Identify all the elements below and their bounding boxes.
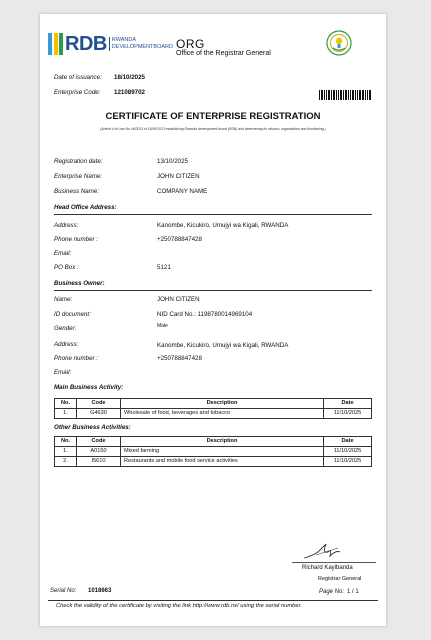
table-row: [55, 457, 372, 467]
footer-divider: [48, 600, 378, 601]
other-activities-section-title: Other Business Activities:: [54, 424, 131, 431]
registration-date-value: 13/10/2025: [157, 158, 188, 165]
validity-note: Check the validity of the certificate by visiting the link http://www.rdb.rw/ using the serial number.: [56, 603, 302, 609]
barcode-bar: [369, 90, 371, 100]
serial-value: 1018663: [88, 588, 112, 594]
column-header: Description: [121, 437, 324, 447]
org-title: ORG: [176, 37, 205, 51]
activity-date: 11/10/2025: [324, 409, 372, 419]
registration-date-label: Registration date:: [54, 158, 103, 165]
owner-id-label: ID document:: [54, 311, 91, 318]
owner-name-label: Name:: [54, 296, 73, 303]
logo-color-bars: [48, 33, 63, 55]
column-header: No.: [55, 399, 77, 409]
certificate-legal-basis: (Article 4 of Law No 46/2013 of 16/06/2013 establishing Rwanda development board (RDB) and determining its mission, organization and functioning.): [100, 127, 326, 131]
activity-date: 11/10/2025: [324, 457, 372, 467]
rwanda-emblem-icon: [326, 30, 352, 56]
table-header-row: [55, 437, 372, 447]
barcode-bar: [367, 90, 368, 100]
table-row: [55, 409, 372, 419]
page-label: Page No:: [319, 589, 345, 595]
head-office-email-label: Email:: [54, 250, 72, 257]
activity-code: G4630: [77, 409, 121, 419]
barcode-bar: [357, 90, 358, 100]
page-value: 1 / 1: [347, 589, 359, 595]
owner-email-label: Email:: [54, 369, 72, 376]
org-subtitle: Office of the Registrar General: [176, 50, 271, 57]
signature-line: [292, 562, 376, 563]
barcode-bar: [328, 90, 331, 100]
po-box-value: 5121: [157, 264, 171, 271]
barcode-bar: [326, 90, 327, 100]
owner-gender-value: Male: [157, 323, 168, 329]
barcode-bar: [350, 90, 351, 100]
enterprise-name-label: Enterprise Name:: [54, 173, 103, 180]
logo-subtext: [109, 37, 173, 51]
serial-label: Serial No:: [50, 588, 77, 594]
head-office-section-title: Head Office Address:: [54, 204, 117, 211]
barcode-bar: [348, 90, 349, 100]
activity-date: 11/10/2025: [324, 447, 372, 457]
section-divider: [54, 290, 372, 291]
head-office-phone-label: Phone number :: [54, 236, 99, 243]
barcode-bar: [362, 90, 365, 100]
logo-subtext-line1: RWANDA: [111, 37, 136, 43]
registrar-signature: [302, 540, 342, 562]
activity-description: Mixed farming: [121, 447, 324, 457]
registrar-role: Registrar General: [318, 576, 362, 582]
po-box-label: PO Box :: [54, 264, 79, 271]
row-number: 2.: [55, 457, 77, 467]
date-issuance-label: Date of issuance:: [54, 74, 102, 81]
barcode-bar: [345, 90, 348, 100]
business-owner-section-title: Business Owner:: [54, 280, 105, 287]
barcode-bar: [333, 90, 335, 100]
section-divider: [54, 214, 372, 215]
barcode-bar: [352, 90, 354, 100]
other-activities-table: [54, 436, 372, 467]
table-header-row: [55, 399, 372, 409]
enterprise-code-label: Enterprise Code:: [54, 89, 101, 96]
logo-bar: [54, 33, 58, 55]
owner-gender-label: Gender:: [54, 325, 77, 332]
column-header: Date: [324, 399, 372, 409]
business-name-value: COMPANY NAME: [157, 188, 208, 195]
column-header: Code: [77, 399, 121, 409]
head-office-address-label: Address:: [54, 222, 79, 229]
owner-id-value: NID Card No.: 1198780014969104: [157, 311, 253, 318]
owner-phone-label: Phone number :: [54, 355, 99, 362]
activity-description: Restaurants and mobile food service activities: [121, 457, 324, 467]
barcode-bar: [324, 90, 325, 100]
owner-address-value: Kanombe, Kicukiro, Umujyi wa Kigali, RWANDA: [157, 342, 289, 349]
column-header: Description: [121, 399, 324, 409]
barcode-bar: [340, 90, 342, 100]
barcode-bar: [343, 90, 344, 100]
enterprise-name-value: JOHN CITIZEN: [157, 173, 200, 180]
certificate-page: [40, 14, 386, 626]
barcode-bar: [338, 90, 339, 100]
column-header: Code: [77, 437, 121, 447]
registrar-name: Richard Kayibanda: [302, 565, 353, 571]
head-office-phone-value: +250788847428: [157, 236, 202, 243]
head-office-address-value: Kanombe, Kicukiro, Umujyi wa Kigali, RWANDA: [157, 222, 289, 229]
barcode-bar: [365, 90, 366, 100]
logo-subtext-line2: DEVELOPMENTBOARD: [111, 44, 173, 50]
owner-phone-value: +250788847428: [157, 355, 202, 362]
row-number: 1.: [55, 409, 77, 419]
certificate-title: CERTIFICATE OF ENTERPRISE REGISTRATION: [105, 111, 321, 122]
main-activity-section-title: Main Business Activity:: [54, 384, 124, 391]
table-row: [55, 447, 372, 457]
activity-code: I5610: [77, 457, 121, 467]
barcode-bar: [355, 90, 356, 100]
business-name-label: Business Name:: [54, 188, 100, 195]
enterprise-code-value: 121089702: [114, 89, 145, 96]
barcode: [319, 90, 371, 100]
main-activity-table: [54, 398, 372, 419]
date-issuance-value: 18/10/2025: [114, 74, 145, 81]
owner-name-value: JOHN CITIZEN: [157, 296, 200, 303]
column-header: Date: [324, 437, 372, 447]
barcode-bar: [359, 90, 361, 100]
logo-bar: [59, 33, 63, 55]
activity-description: Wholesale of food, beverages and tobacco: [121, 409, 324, 419]
barcode-bar: [331, 90, 332, 100]
barcode-bar: [319, 90, 320, 100]
barcode-bar: [321, 90, 323, 100]
row-number: 1.: [55, 447, 77, 457]
logo-text: RDB: [65, 33, 107, 55]
column-header: No.: [55, 437, 77, 447]
rdb-logo: [48, 33, 173, 55]
barcode-bar: [336, 90, 337, 100]
logo-bar: [48, 33, 52, 55]
activity-code: A0150: [77, 447, 121, 457]
owner-address-label: Address:: [54, 341, 79, 348]
